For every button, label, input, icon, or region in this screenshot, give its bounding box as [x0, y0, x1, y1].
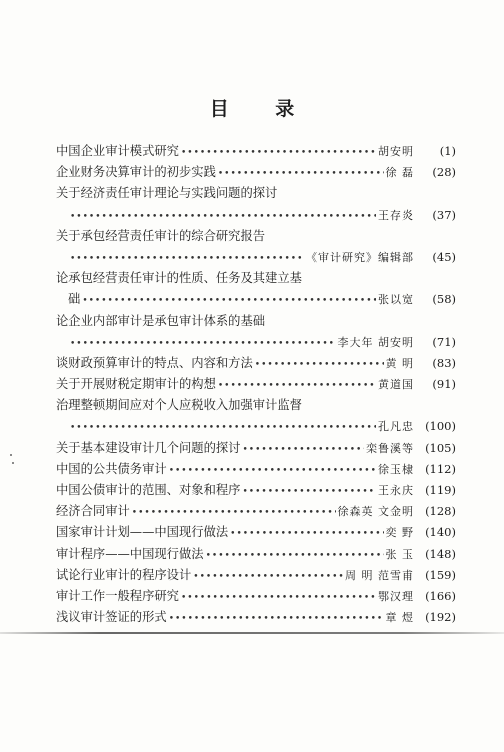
- toc-entry-author: 周 明 范雪甫: [345, 568, 414, 582]
- toc-leader-dots: [218, 376, 376, 397]
- toc-leader-dots: [70, 207, 376, 228]
- toc-entry-page: (148): [425, 546, 456, 561]
- toc-entry: [56, 501, 456, 522]
- toc-entry-title: 关于承包经营责任审计的综合研究报告: [56, 228, 266, 243]
- toc-leader-dots: [169, 609, 384, 630]
- toc-entry-title: 审计工作一般程序研究: [56, 588, 179, 603]
- toc-entry-author: 王存炎: [378, 208, 414, 222]
- page-bottom-rule: [0, 632, 504, 634]
- toc-leader-dots: [132, 503, 336, 524]
- toc-entry-title: 论企业内部审计是承包审计体系的基础: [56, 313, 266, 328]
- toc-entry-author: 黄 明: [385, 356, 414, 370]
- toc-leader-dots: [70, 418, 376, 439]
- toc-entry-author: 徐 磊: [385, 166, 414, 180]
- toc-entry-author: 张 玉: [385, 547, 414, 561]
- toc-entry-page: (91): [432, 377, 456, 392]
- toc-entry-author: 徐玉棣: [378, 462, 414, 476]
- toc-entry-author: 张以宽: [378, 293, 414, 307]
- toc-entry-page: (128): [425, 504, 456, 519]
- toc-leader-dots: [230, 524, 383, 545]
- scan-speck: [12, 462, 14, 464]
- toc-leader-dots: [181, 588, 376, 609]
- toc-entry-author: 鄂汉理: [378, 589, 414, 603]
- toc-entry-continuation: [56, 289, 456, 310]
- toc-leader-dots: [242, 440, 364, 461]
- toc-entry-title: 论承包经营责任审计的性质、任务及其建立基: [56, 271, 302, 286]
- toc-entry-page: (119): [425, 483, 456, 497]
- toc-entry-page: (100): [425, 419, 456, 434]
- page-title: 目 录: [209, 98, 315, 120]
- toc-leader-dots: [70, 334, 336, 355]
- toc-entry-title: 谈财政预算审计的特点、内容和方法: [56, 355, 253, 370]
- toc-entry: [56, 565, 456, 586]
- toc-leader-dots: [218, 164, 384, 185]
- toc-entry-page: (83): [432, 355, 456, 370]
- toc-entry: [56, 459, 456, 480]
- toc-entry-title: 关于开展财税定期审计的构想: [56, 377, 216, 392]
- toc-entry: [56, 522, 456, 543]
- table-of-contents: [56, 141, 456, 628]
- toc-entry: [56, 162, 456, 183]
- toc-entry-title: 关于经济责任审计理论与实践问题的探讨: [56, 186, 278, 201]
- toc-entry-page: (159): [425, 567, 456, 582]
- toc-entry-title: 中国企业审计模式研究: [56, 144, 179, 158]
- toc-leader-dots: [169, 461, 376, 482]
- toc-entry-continuation: [56, 247, 456, 268]
- toc-entry: [56, 311, 456, 332]
- toc-entry-page: (28): [432, 165, 456, 180]
- toc-entry: [56, 395, 456, 416]
- toc-leader-dots: [242, 482, 376, 503]
- toc-leader-dots: [193, 567, 343, 588]
- toc-entry-title: 关于基本建设审计几个问题的探讨: [56, 440, 241, 455]
- toc-entry-title: 浅议审计签证的形式: [56, 610, 167, 625]
- toc-entry-author: 章 煜: [385, 611, 414, 625]
- toc-entry-author: 黄道国: [378, 378, 414, 392]
- toc-entry-author: 奕 野: [385, 526, 414, 540]
- toc-entry-page: (58): [432, 292, 456, 307]
- toc-entry-page: (71): [432, 334, 456, 349]
- toc-entry: [56, 586, 456, 607]
- toc-entry-title: 中国的公共债务审计: [56, 461, 167, 476]
- toc-entry-page: (140): [425, 525, 456, 540]
- toc-entry-author: 王永庆: [378, 484, 414, 497]
- toc-entry: [56, 141, 456, 162]
- toc-leader-dots: [70, 249, 304, 270]
- toc-entry-page: (192): [425, 610, 456, 625]
- toc-entry-author: 胡安明: [378, 145, 414, 158]
- toc-entry-author: 孔凡忠: [378, 420, 414, 434]
- toc-entry: [56, 438, 456, 459]
- toc-entry-page: (45): [432, 249, 456, 264]
- toc-entry-title: 试论行业审计的程序设计: [56, 567, 192, 582]
- toc-entry-author: 栾鲁溪等: [366, 441, 414, 455]
- scan-speck: [10, 454, 12, 456]
- toc-entry-title: 治理整顿期间应对个人应税收入加强审计监督: [56, 398, 302, 413]
- toc-entry-page: (112): [425, 461, 456, 476]
- toc-entry: [56, 480, 456, 501]
- toc-entry-continuation: [56, 205, 456, 226]
- toc-leader-dots: [82, 291, 376, 312]
- toc-entry-title: 审计程序——中国现行做法: [56, 546, 204, 561]
- toc-entry: [56, 183, 456, 204]
- toc-entry: [56, 353, 456, 374]
- toc-entry-page: (105): [425, 440, 456, 455]
- toc-entry: [56, 268, 456, 289]
- toc-entry-continuation: [56, 332, 456, 353]
- toc-leader-dots: [206, 546, 384, 567]
- toc-entry: [56, 607, 456, 628]
- toc-entry-title: 国家审计计划——中国现行做法: [56, 525, 229, 540]
- toc-entry: [56, 544, 456, 565]
- toc-entry-author: 徐森英 文金明: [337, 505, 414, 519]
- toc-entry-title: 中国公债审计的范围、对象和程序: [56, 483, 241, 497]
- toc-entry-page: (37): [432, 207, 456, 222]
- toc-entry-page: (166): [425, 588, 456, 603]
- toc-entry-continuation: [56, 416, 456, 437]
- toc-entry-title: 企业财务决算审计的初步实践: [56, 165, 216, 180]
- toc-entry-page: (1): [439, 144, 456, 158]
- toc-entry-title: 经济合同审计: [56, 504, 130, 519]
- toc-entry-author: 《审计研究》编辑部: [306, 250, 414, 264]
- toc-entry-author: 李大年 胡安明: [337, 335, 414, 349]
- toc-entry: [56, 374, 456, 395]
- toc-leader-dots: [181, 143, 376, 164]
- toc-entry: [56, 226, 456, 247]
- toc-entry-title: 础: [68, 292, 81, 307]
- toc-leader-dots: [255, 355, 384, 376]
